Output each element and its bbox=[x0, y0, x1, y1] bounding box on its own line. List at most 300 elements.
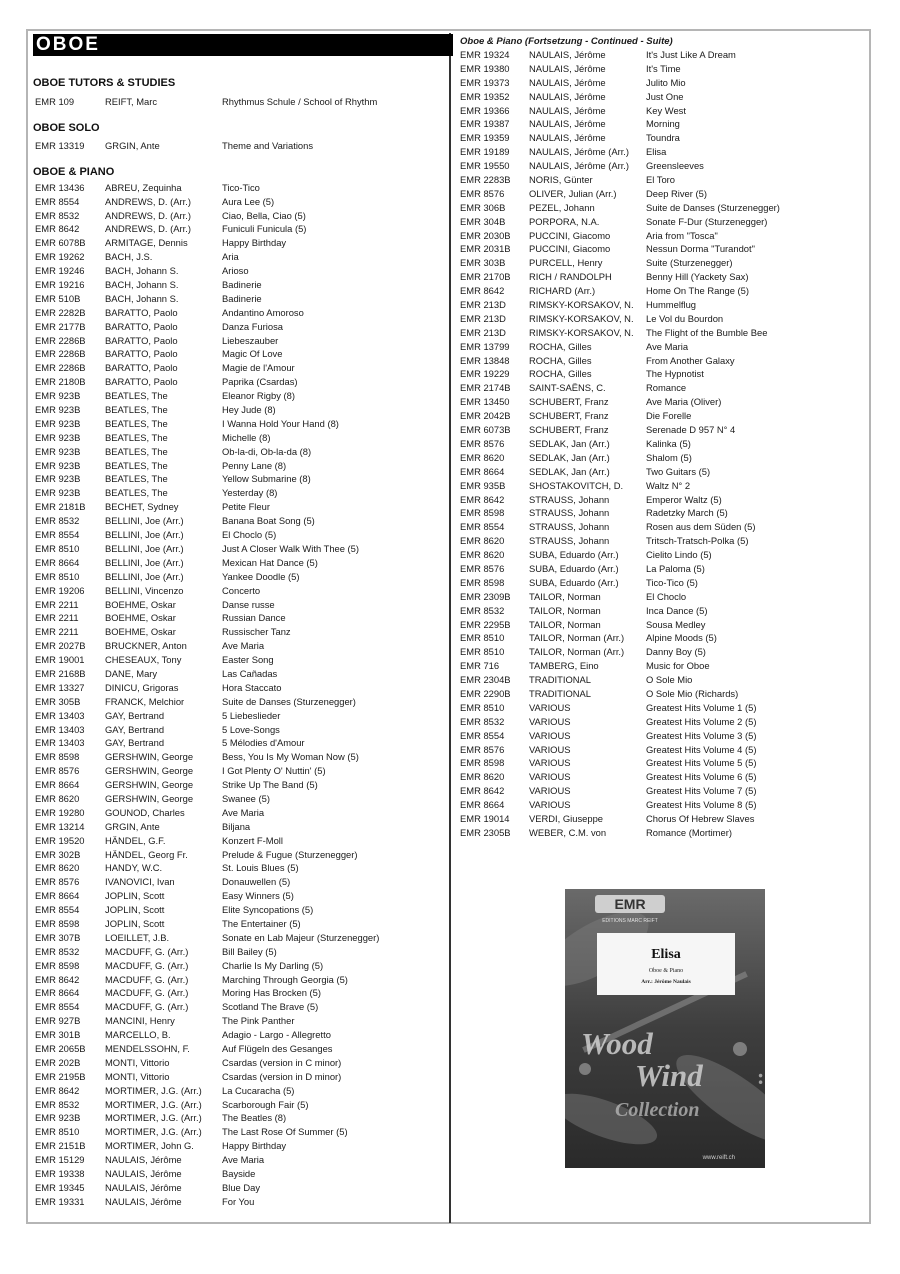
catalog-row bbox=[459, 104, 864, 118]
catalog-number: EMR 19366 bbox=[460, 104, 510, 116]
composer: RIMSKY-KORSAKOV, N. bbox=[529, 299, 634, 311]
catalog-row bbox=[459, 645, 864, 659]
catalog-row bbox=[459, 423, 864, 437]
catalog-row bbox=[459, 770, 864, 784]
composer: JOPLIN, Scott bbox=[105, 890, 165, 902]
catalog-number: EMR 2168B bbox=[35, 667, 86, 679]
catalog-row bbox=[33, 986, 447, 1000]
composer: BOEHME, Oskar bbox=[105, 598, 176, 610]
piece-title: Serenade D 957 N° 4 bbox=[646, 424, 736, 436]
piece-title: La Paloma (5) bbox=[646, 562, 705, 574]
catalog-number: EMR 8620 bbox=[35, 862, 80, 874]
title-card bbox=[597, 933, 735, 995]
catalog-row bbox=[459, 284, 864, 298]
catalog-number: EMR 923B bbox=[35, 390, 81, 402]
piece-title: Suite (Sturzenegger) bbox=[646, 257, 733, 269]
catalog-number: EMR 19352 bbox=[460, 90, 510, 102]
catalog-row bbox=[33, 820, 447, 834]
piece-title: Hummelflug bbox=[646, 299, 697, 311]
catalog-number: EMR 8510 bbox=[35, 1126, 80, 1138]
composer: SCHUBERT, Franz bbox=[529, 424, 609, 436]
composer: ANDREWS, D. (Arr.) bbox=[105, 209, 191, 221]
piece-title: For You bbox=[222, 1195, 255, 1207]
catalog-row bbox=[33, 1056, 447, 1070]
series-swash: : bbox=[757, 1064, 765, 1089]
composer: PUCCINI, Giacomo bbox=[529, 243, 611, 255]
catalog-row bbox=[33, 889, 447, 903]
catalog-number: EMR 8554 bbox=[460, 521, 505, 533]
catalog-number: EMR 8598 bbox=[35, 751, 80, 763]
catalog-number: EMR 13327 bbox=[35, 681, 85, 693]
catalog-number: EMR 8642 bbox=[460, 285, 505, 297]
cover-url: www.reift.ch bbox=[702, 1155, 735, 1161]
catalog-number: EMR 13799 bbox=[460, 340, 510, 352]
composer: ANDREWS, D. (Arr.) bbox=[105, 223, 191, 235]
catalog-number: EMR 2295B bbox=[460, 618, 511, 630]
catalog-row bbox=[459, 90, 864, 104]
catalog-number: EMR 302B bbox=[35, 848, 81, 860]
composer: TAMBERG, Eino bbox=[529, 660, 599, 672]
composer: TAILOR, Norman bbox=[529, 618, 601, 630]
catalog-row bbox=[33, 278, 447, 292]
catalog-row bbox=[459, 367, 864, 381]
piece-title: Andantino Amoroso bbox=[222, 306, 304, 318]
catalog-number: EMR 19001 bbox=[35, 654, 85, 666]
catalog-row bbox=[33, 1000, 447, 1014]
catalog-row bbox=[33, 361, 447, 375]
piece-title: Home On The Range (5) bbox=[646, 285, 750, 297]
catalog-row bbox=[33, 667, 447, 681]
composer: BEATLES, The bbox=[105, 445, 168, 457]
catalog-row bbox=[33, 389, 447, 403]
catalog-row bbox=[33, 695, 447, 709]
catalog-number: EMR 8642 bbox=[460, 785, 505, 797]
catalog-row bbox=[33, 222, 447, 236]
catalog-number: EMR 19373 bbox=[460, 76, 510, 88]
catalog-row bbox=[459, 187, 864, 201]
piece-title: Easter Song bbox=[222, 654, 274, 666]
catalog-number: EMR 19520 bbox=[35, 834, 85, 846]
composer: NAULAIS, Jérôme bbox=[105, 1154, 182, 1166]
piece-title: Paprika (Csardas) bbox=[222, 376, 298, 388]
catalog-row bbox=[33, 95, 447, 109]
catalog-number: EMR 510B bbox=[35, 292, 81, 304]
catalog-number: EMR 8664 bbox=[35, 987, 80, 999]
piece-title: Charlie Is My Darling (5) bbox=[222, 959, 324, 971]
piece-title: Russischer Tanz bbox=[222, 626, 291, 638]
composer: BEATLES, The bbox=[105, 404, 168, 416]
composer: ARMITAGE, Dennis bbox=[105, 237, 188, 249]
catalog-row bbox=[459, 201, 864, 215]
catalog-number: EMR 2286B bbox=[35, 348, 86, 360]
catalog-number: EMR 923B bbox=[35, 473, 81, 485]
composer: SUBA, Eduardo (Arr.) bbox=[529, 562, 619, 574]
composer: JOPLIN, Scott bbox=[105, 904, 165, 916]
composer: BELLINI, Joe (Arr.) bbox=[105, 556, 184, 568]
composer: BARATTO, Paolo bbox=[105, 348, 178, 360]
catalog-number: EMR 306B bbox=[460, 201, 506, 213]
composer: HANDY, W.C. bbox=[105, 862, 163, 874]
piece-title: Danny Boy (5) bbox=[646, 646, 706, 658]
composer: VERDI, Giuseppe bbox=[529, 812, 603, 824]
catalog-row bbox=[459, 826, 864, 840]
composer: NAULAIS, Jérôme bbox=[529, 62, 606, 74]
section-title-piano: OBOE & PIANO bbox=[33, 165, 115, 178]
catalog-number: EMR 213D bbox=[460, 312, 506, 324]
catalog-row bbox=[33, 1014, 447, 1028]
catalog-number: EMR 2290B bbox=[460, 687, 511, 699]
catalog-number: EMR 13214 bbox=[35, 820, 85, 832]
catalog-number: EMR 19380 bbox=[460, 62, 510, 74]
catalog-row bbox=[33, 945, 447, 959]
catalog-row bbox=[459, 270, 864, 284]
catalog-number: EMR 13450 bbox=[460, 396, 510, 408]
composer: VARIOUS bbox=[529, 729, 571, 741]
catalog-number: EMR 2282B bbox=[35, 306, 86, 318]
catalog-number: EMR 6078B bbox=[35, 237, 86, 249]
catalog-number: EMR 13848 bbox=[460, 354, 510, 366]
composer: STRAUSS, Johann bbox=[529, 535, 610, 547]
catalog-number: EMR 8510 bbox=[35, 570, 80, 582]
catalog-number: EMR 19359 bbox=[460, 132, 510, 144]
piece-title: 5 Liebeslieder bbox=[222, 709, 281, 721]
piece-title: Funiculi Funicula (5) bbox=[222, 223, 307, 235]
composer: MACDUFF, G. (Arr.) bbox=[105, 987, 189, 999]
composer: STRAUSS, Johann bbox=[529, 493, 610, 505]
catalog-number: EMR 8554 bbox=[35, 195, 80, 207]
catalog-number: EMR 8510 bbox=[35, 542, 80, 554]
composer: DINICU, Grigoras bbox=[105, 681, 179, 693]
catalog-row bbox=[459, 590, 864, 604]
composer: MACDUFF, G. (Arr.) bbox=[105, 945, 189, 957]
composer: NAULAIS, Jérôme bbox=[529, 104, 606, 116]
catalog-row bbox=[459, 576, 864, 590]
catalog-number: EMR 8598 bbox=[460, 576, 505, 588]
composer: BARATTO, Paolo bbox=[105, 334, 178, 346]
catalog-row bbox=[459, 312, 864, 326]
piece-title: I Wanna Hold Your Hand (8) bbox=[222, 417, 339, 429]
catalog-number: EMR 8598 bbox=[35, 959, 80, 971]
piece-title: Badinerie bbox=[222, 279, 262, 291]
catalog-number: EMR 716 bbox=[460, 660, 500, 672]
piece-title: El Choclo (5) bbox=[222, 529, 277, 541]
catalog-number: EMR 2177B bbox=[35, 320, 86, 332]
composer: CHESEAUX, Tony bbox=[105, 654, 182, 666]
piece-title: La Cucaracha (5) bbox=[222, 1084, 295, 1096]
piece-title: Danza Furiosa bbox=[222, 320, 283, 332]
composer: GAY, Bertrand bbox=[105, 723, 165, 735]
catalog-row bbox=[33, 1153, 447, 1167]
composer: LOEILLET, J.B. bbox=[105, 931, 170, 943]
catalog-number: EMR 923B bbox=[35, 404, 81, 416]
composer: VARIOUS bbox=[529, 743, 571, 755]
catalog-number: EMR 8554 bbox=[35, 529, 80, 541]
piece-title: Nessun Dorma "Turandot" bbox=[646, 243, 755, 255]
piece-title: Ciao, Bella, Ciao (5) bbox=[222, 209, 306, 221]
catalog-row bbox=[33, 292, 447, 306]
catalog-row bbox=[33, 403, 447, 417]
piece-title: Alpine Moods (5) bbox=[646, 632, 717, 644]
catalog-number: EMR 923B bbox=[35, 431, 81, 443]
piece-title: Bill Bailey (5) bbox=[222, 945, 277, 957]
piece-title: Auf Flügeln des Gesanges bbox=[222, 1043, 333, 1054]
catalog-row bbox=[459, 145, 864, 159]
composer: BARATTO, Paolo bbox=[105, 320, 178, 332]
composer: PURCELL, Henry bbox=[529, 257, 603, 269]
catalog-number: EMR 8598 bbox=[460, 757, 505, 769]
piece-title: O Sole Mio bbox=[646, 674, 693, 686]
catalog-number: EMR 8510 bbox=[460, 701, 505, 713]
catalog-row bbox=[33, 431, 447, 445]
catalog-row bbox=[33, 611, 447, 625]
composer: NAULAIS, Jérôme bbox=[529, 76, 606, 88]
composer: BEATLES, The bbox=[105, 487, 168, 499]
composer: MORTIMER, J.G. (Arr.) bbox=[105, 1098, 202, 1110]
series-word-3: Collection bbox=[615, 1099, 700, 1121]
catalog-number: EMR 19280 bbox=[35, 806, 85, 818]
composer: SHOSTAKOVITCH, D. bbox=[529, 479, 624, 491]
composer: MORTIMER, J.G. (Arr.) bbox=[105, 1084, 202, 1096]
catalog-number: EMR 2304B bbox=[460, 674, 511, 686]
catalog-row bbox=[33, 973, 447, 987]
catalog-number: EMR 13403 bbox=[35, 737, 85, 749]
composer: NAULAIS, Jérôme bbox=[105, 1168, 182, 1180]
piece-title: O Sole Mio (Richards) bbox=[646, 687, 739, 699]
piece-title: Moring Has Brocken (5) bbox=[222, 987, 321, 999]
piece-title: Happy Birthday bbox=[222, 237, 287, 249]
catalog-row bbox=[459, 131, 864, 145]
catalog-row bbox=[33, 625, 447, 639]
composer: BEATLES, The bbox=[105, 459, 168, 471]
piece-title: Tritsch-Tratsch-Polka (5) bbox=[646, 535, 749, 547]
composer: WEBER, C.M. von bbox=[529, 826, 607, 838]
catalog-number: EMR 2181B bbox=[35, 501, 86, 513]
piece-title: El Choclo bbox=[646, 590, 687, 602]
composer: MONTI, Vittorio bbox=[105, 1070, 170, 1082]
composer: SEDLAK, Jan (Arr.) bbox=[529, 451, 610, 463]
catalog-number: EMR 202B bbox=[35, 1056, 81, 1068]
composer: HÄNDEL, Georg Fr. bbox=[105, 848, 188, 860]
composer: VARIOUS bbox=[529, 785, 571, 797]
piece-title: Easy Winners (5) bbox=[222, 890, 294, 902]
piece-title: Hora Staccato bbox=[222, 681, 282, 693]
piece-title: Morning bbox=[646, 118, 680, 130]
composer: BECHET, Sydney bbox=[105, 501, 179, 513]
catalog-number: EMR 8532 bbox=[35, 945, 80, 957]
catalog-row bbox=[459, 631, 864, 645]
catalog-row bbox=[33, 639, 447, 653]
composer: BEATLES, The bbox=[105, 431, 168, 443]
cover-image bbox=[565, 889, 765, 1168]
piece-title: Two Guitars (5) bbox=[646, 465, 711, 477]
catalog-row bbox=[33, 1042, 447, 1056]
catalog-number: EMR 19338 bbox=[35, 1168, 85, 1180]
catalog-number: EMR 923B bbox=[35, 445, 81, 457]
catalog-row bbox=[459, 506, 864, 520]
piece-title: Happy Birthday bbox=[222, 1140, 287, 1152]
composer: ROCHA, Gilles bbox=[529, 340, 592, 352]
composer: NAULAIS, Jérôme bbox=[529, 118, 606, 130]
piece-title: Rhythmus Schule / School of Rhythm bbox=[222, 96, 378, 107]
composer: MANCINI, Henry bbox=[105, 1015, 175, 1027]
catalog-row bbox=[459, 562, 864, 576]
section-title-solo: OBOE SOLO bbox=[33, 121, 100, 134]
piece-title: Csardas (version in C minor) bbox=[222, 1056, 342, 1068]
composer: GAY, Bertrand bbox=[105, 709, 165, 721]
catalog-number: EMR 2211 bbox=[35, 612, 79, 624]
catalog-row bbox=[33, 236, 447, 250]
composer: HÄNDEL, G.F. bbox=[105, 834, 166, 846]
piece-title: St. Louis Blues (5) bbox=[222, 862, 299, 874]
catalog-row bbox=[459, 548, 864, 562]
catalog-row bbox=[33, 848, 447, 862]
catalog-row bbox=[33, 556, 447, 570]
composer: GOUNOD, Charles bbox=[105, 806, 185, 818]
catalog-row bbox=[33, 723, 447, 737]
piece-title: Magie de l'Amour bbox=[222, 362, 295, 374]
piece-title: Sousa Medley bbox=[646, 618, 706, 630]
composer: GERSHWIN, George bbox=[105, 765, 194, 777]
composer: GERSHWIN, George bbox=[105, 751, 194, 763]
catalog-row bbox=[33, 320, 447, 334]
catalog-number: EMR 19014 bbox=[460, 812, 510, 824]
catalog-row bbox=[33, 514, 447, 528]
piece-title: Elisa bbox=[646, 146, 667, 158]
catalog-number: EMR 8620 bbox=[460, 549, 505, 561]
catalog-number: EMR 8620 bbox=[460, 451, 505, 463]
piece-title: Aria bbox=[222, 251, 239, 263]
catalog-number: EMR 8576 bbox=[460, 187, 505, 199]
catalog-number: EMR 8642 bbox=[35, 973, 80, 985]
catalog-number: EMR 8532 bbox=[460, 604, 505, 616]
catalog-row bbox=[33, 139, 447, 153]
composer: MARCELLO, B. bbox=[105, 1029, 171, 1041]
composer: SUBA, Eduardo (Arr.) bbox=[529, 549, 619, 561]
catalog-row bbox=[33, 736, 447, 750]
catalog-number: EMR 8642 bbox=[460, 493, 505, 505]
catalog-number: EMR 8532 bbox=[35, 209, 80, 221]
composer: MENDELSSOHN, F. bbox=[105, 1043, 190, 1054]
cover-instrumentation: Oboe & Piano bbox=[648, 968, 684, 974]
piece-title: Michelle (8) bbox=[222, 431, 271, 443]
solo-list bbox=[33, 139, 447, 153]
composer: ROCHA, Gilles bbox=[529, 368, 592, 380]
piece-title: Julito Mio bbox=[646, 76, 686, 88]
catalog-row bbox=[33, 806, 447, 820]
piece-title: Eleanor Rigby (8) bbox=[222, 390, 295, 402]
piece-title: Badinerie bbox=[222, 292, 262, 304]
catalog-number: EMR 19189 bbox=[460, 146, 510, 158]
catalog-row bbox=[459, 48, 864, 62]
catalog-row bbox=[459, 62, 864, 76]
catalog-number: EMR 19331 bbox=[35, 1195, 85, 1207]
catalog-row bbox=[459, 437, 864, 451]
piece-title: Toundra bbox=[646, 132, 680, 144]
composer: VARIOUS bbox=[529, 701, 571, 713]
composer: DANE, Mary bbox=[105, 667, 158, 679]
catalog-row bbox=[33, 264, 447, 278]
catalog-row bbox=[459, 340, 864, 354]
catalog-number: EMR 15129 bbox=[35, 1154, 85, 1166]
catalog-number: EMR 2305B bbox=[460, 826, 511, 838]
catalog-number: EMR 2027B bbox=[35, 640, 86, 652]
catalog-row bbox=[459, 715, 864, 729]
left-column bbox=[33, 34, 447, 1209]
piece-title: It's Time bbox=[646, 62, 681, 74]
catalog-number: EMR 13403 bbox=[35, 723, 85, 735]
catalog-number: EMR 19345 bbox=[35, 1181, 85, 1193]
piece-title: Danse russe bbox=[222, 598, 275, 610]
piece-title: Emperor Waltz (5) bbox=[646, 493, 722, 505]
catalog-row bbox=[459, 229, 864, 243]
catalog-row bbox=[33, 584, 447, 598]
catalog-row bbox=[459, 618, 864, 632]
composer: BARATTO, Paolo bbox=[105, 306, 178, 318]
composer: BARATTO, Paolo bbox=[105, 376, 178, 388]
composer: SAINT-SAËNS, C. bbox=[529, 382, 606, 394]
catalog-row bbox=[33, 681, 447, 695]
composer: MACDUFF, G. (Arr.) bbox=[105, 1001, 189, 1013]
composer: STRAUSS, Johann bbox=[529, 521, 610, 533]
composer: BELLINI, Joe (Arr.) bbox=[105, 515, 184, 527]
composer: SEDLAK, Jan (Arr.) bbox=[529, 437, 610, 449]
catalog-number: EMR 8554 bbox=[35, 1001, 80, 1013]
piece-title: Hey Jude (8) bbox=[222, 404, 276, 416]
piece-title: The Pink Panther bbox=[222, 1015, 295, 1027]
catalog-number: EMR 2170B bbox=[460, 271, 511, 283]
piece-title: Radetzky March (5) bbox=[646, 507, 728, 519]
catalog-row bbox=[459, 534, 864, 548]
composer: RICHARD (Arr.) bbox=[529, 285, 596, 297]
piece-title: Swanee (5) bbox=[222, 792, 270, 804]
catalog-number: EMR 2283B bbox=[460, 174, 511, 186]
catalog-row bbox=[459, 215, 864, 229]
composer: VARIOUS bbox=[529, 771, 571, 783]
piece-title: Sonate F-Dur (Sturzenegger) bbox=[646, 215, 768, 227]
piece-title: The Hypnotist bbox=[646, 368, 704, 380]
emr-logo: EMR bbox=[614, 896, 646, 912]
piece-title: Adagio - Largo - Allegretto bbox=[222, 1029, 331, 1041]
composer: BOEHME, Oskar bbox=[105, 626, 176, 638]
piece-title: Strike Up The Band (5) bbox=[222, 779, 318, 791]
piano-list bbox=[33, 181, 447, 1209]
composer: TRADITIONAL bbox=[529, 674, 591, 686]
catalog-number: EMR 8620 bbox=[35, 792, 80, 804]
column-divider bbox=[449, 33, 451, 1223]
catalog-row bbox=[33, 1111, 447, 1125]
catalog-number: EMR 8664 bbox=[460, 799, 505, 811]
section-title-tutors: OBOE TUTORS & STUDIES bbox=[33, 77, 176, 89]
catalog-number: EMR 8664 bbox=[35, 556, 80, 568]
composer: ROCHA, Gilles bbox=[529, 354, 592, 366]
catalog-number: EMR 8576 bbox=[35, 765, 80, 777]
composer: PEZEL, Johann bbox=[529, 201, 595, 213]
catalog-row bbox=[33, 903, 447, 917]
piece-title: The Flight of the Bumble Bee bbox=[646, 326, 768, 338]
catalog-row bbox=[33, 1139, 447, 1153]
catalog-number: EMR 307B bbox=[35, 931, 81, 943]
composer: MORTIMER, J.G. (Arr.) bbox=[105, 1112, 202, 1124]
catalog-number: EMR 2180B bbox=[35, 376, 86, 388]
cover-title: Elisa bbox=[651, 947, 681, 962]
composer: SEDLAK, Jan (Arr.) bbox=[529, 465, 610, 477]
piece-title: Biljana bbox=[222, 820, 251, 832]
catalog-row bbox=[459, 479, 864, 493]
piece-title: Chorus Of Hebrew Slaves bbox=[646, 812, 755, 824]
composer: BEATLES, The bbox=[105, 390, 168, 402]
catalog-number: EMR 19550 bbox=[460, 160, 510, 172]
composer: TAILOR, Norman (Arr.) bbox=[529, 632, 625, 644]
